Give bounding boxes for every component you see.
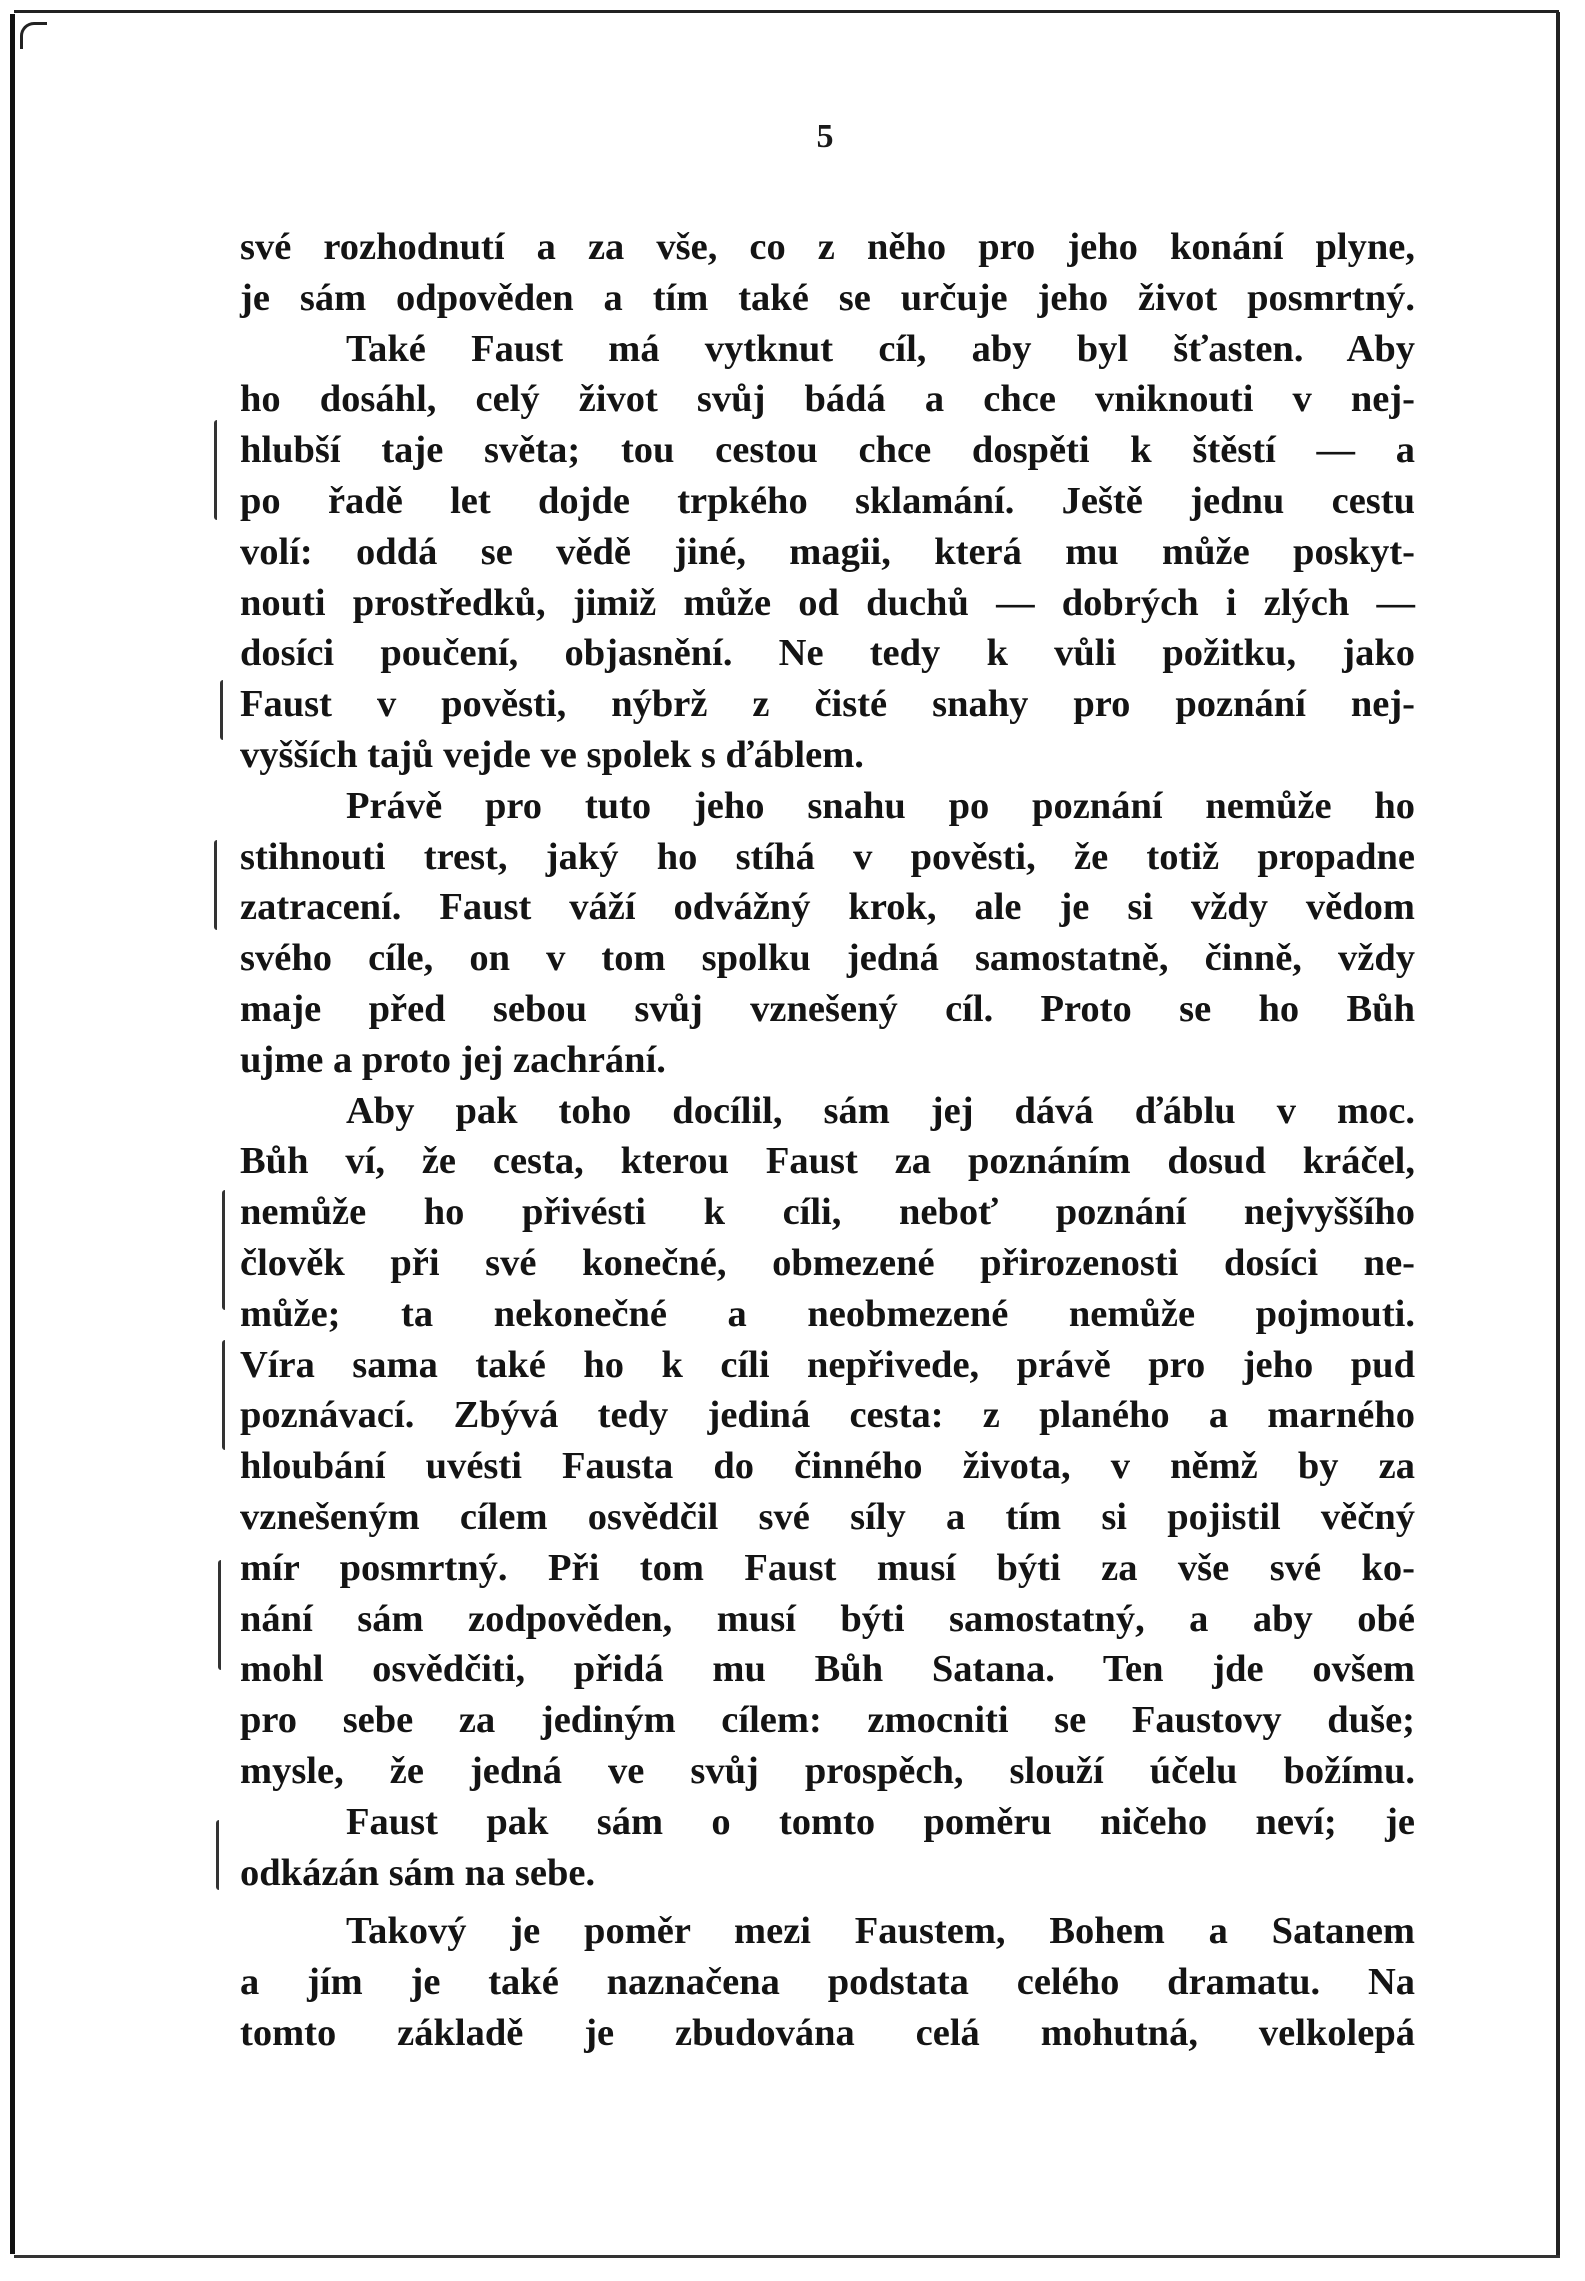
text-line: dosíci poučení, objasnění. Ne tedy k vůli požitku, jako xyxy=(240,632,1415,675)
text-line: svého cíle, on v tom spolku jedná samostatně, činně, vždy xyxy=(240,937,1415,980)
text-line: Také Faust má vytknut cíl, aby byl šťasten. Aby xyxy=(346,327,1415,370)
text-line: vznešeným cílem osvědčil své síly a tím si pojistil věčný xyxy=(240,1495,1415,1538)
text-line: Právě pro tuto jeho snahu po poznání nemůže ho xyxy=(346,784,1415,827)
text-line: po řadě let dojde trpkého sklamání. Ještě jednu cestu xyxy=(240,479,1415,522)
text-line: mír posmrtný. Při tom Faust musí býti za vše své ko- xyxy=(240,1546,1415,1589)
text-line: poznávací. Zbývá tedy jediná cesta: z planého a marného xyxy=(240,1394,1415,1437)
text-line: nání sám zodpověden, musí býti samostatný, a aby obé xyxy=(240,1597,1415,1640)
text-line: vyšších tajů vejde ve spolek s ďáblem. xyxy=(240,733,864,776)
margin-bracket xyxy=(214,420,217,520)
corner-mark xyxy=(20,22,47,49)
text-line: může; ta nekonečné a neobmezené nemůže pojmouti. xyxy=(240,1292,1415,1335)
text-line: nouti prostředků, jimiž může od duchů — dobrých i zlých — xyxy=(240,581,1415,624)
text-line: Víra sama také ho k cíli nepřivede, právě pro jeho pud xyxy=(240,1343,1415,1386)
text-line: nemůže ho přivésti k cíli, neboť poznání nejvyššího xyxy=(240,1191,1415,1234)
text-line: tomto základě je zbudována celá mohutná, velkolepá xyxy=(240,2011,1415,2054)
scan-edge-bottom xyxy=(14,2255,1560,2258)
text-line: odkázán sám na sebe. xyxy=(240,1851,596,1894)
margin-bracket xyxy=(216,1820,219,1890)
text-line: hlubší taje světa; tou cestou chce dospěti k štěstí — a xyxy=(240,429,1415,472)
text-line: ujme a proto jej zachrání. xyxy=(240,1038,666,1081)
paragraph-6 xyxy=(240,1906,1415,2058)
text-line: své rozhodnutí a za vše, co z něho pro jeho konání plyne, xyxy=(240,226,1415,268)
text-line: je sám odpověden a tím také se určuje jeho život posmrtný. xyxy=(240,276,1415,319)
scan-edge-right xyxy=(1556,12,1560,2257)
paragraph-3 xyxy=(240,781,1415,1086)
text-line: člověk při své konečné, obmezené přirozenosti dosíci ne- xyxy=(240,1241,1415,1284)
text-line: a jím je také naznačena podstata celého dramatu. Na xyxy=(240,1961,1415,2004)
paragraph-5 xyxy=(240,1797,1415,1899)
text-line: maje před sebou svůj vznešený cíl. Proto se ho Bůh xyxy=(240,987,1415,1030)
text-line: ho dosáhl, celý život svůj bádá a chce vniknouti v nej- xyxy=(240,378,1415,421)
text-line: hloubání uvésti Fausta do činného života, v němž by za xyxy=(240,1445,1415,1488)
text-line: Bůh ví, že cesta, kterou Faust za poznáním dosud kráčel, xyxy=(240,1140,1415,1183)
paragraph-4 xyxy=(240,1086,1415,1797)
text-line: Aby pak toho docílil, sám jej dává ďáblu v moc. xyxy=(346,1089,1415,1132)
text-line: zatracení. Faust váží odvážný krok, ale je si vždy vědom xyxy=(240,886,1415,929)
text-line: mysle, že jedná ve svůj prospěch, slouží účelu božímu. xyxy=(240,1749,1415,1792)
margin-bracket xyxy=(218,1560,221,1670)
page-number: 5 xyxy=(816,118,834,155)
text-line: Takový je poměr mezi Faustem, Bohem a Satanem xyxy=(346,1910,1415,1953)
text-line: pro sebe za jediným cílem: zmocniti se Faustovy duše; xyxy=(240,1699,1415,1742)
text-line: mohl osvědčiti, přidá mu Bůh Satana. Ten jde ovšem xyxy=(240,1648,1415,1691)
margin-bracket xyxy=(222,1190,225,1310)
margin-bracket xyxy=(222,1340,225,1450)
scan-edge-top xyxy=(14,10,1559,13)
margin-bracket xyxy=(220,680,223,740)
text-line: volí: oddá se vědě jiné, magii, která mu může poskyt- xyxy=(240,530,1415,573)
scan-edge-left xyxy=(10,14,15,2254)
paragraph-1 xyxy=(240,222,1415,324)
text-line: stihnouti trest, jaký ho stíhá v pověsti, že totiž propadne xyxy=(240,835,1415,878)
paragraph-2 xyxy=(240,324,1415,781)
body-text xyxy=(240,222,1415,2059)
margin-bracket xyxy=(214,840,217,930)
text-line: Faust pak sám o tomto poměru ničeho neví; je xyxy=(346,1800,1415,1843)
text-line: Faust v pověsti, nýbrž z čisté snahy pro poznání nej- xyxy=(240,683,1415,726)
